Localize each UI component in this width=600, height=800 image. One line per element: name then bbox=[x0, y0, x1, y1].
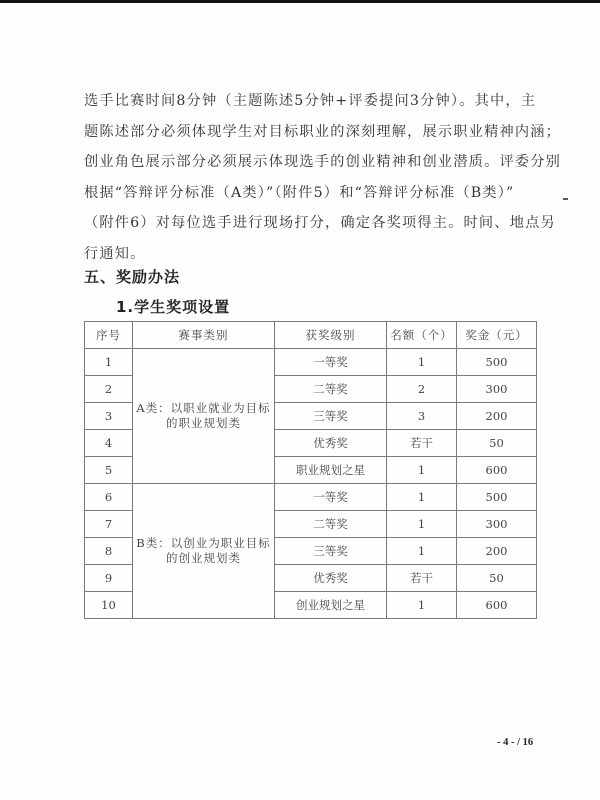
cell-prize: 300 bbox=[457, 376, 537, 403]
cell-quota: 若干 bbox=[387, 430, 457, 457]
cell-prize: 300 bbox=[457, 511, 537, 538]
paragraph-line: 创业角色展示部分必须展示体现选手的创业精神和创业潜质。评委分别 bbox=[84, 154, 562, 170]
header-level: 获奖级别 bbox=[275, 322, 387, 349]
cell-no: 2 bbox=[85, 376, 133, 403]
cell-prize: 50 bbox=[457, 565, 537, 592]
cell-no: 4 bbox=[85, 430, 133, 457]
cell-category-b: B类：以创业为职业目标的创业规划类 bbox=[133, 484, 275, 619]
cell-level: 创业规划之星 bbox=[275, 592, 387, 619]
cell-quota: 2 bbox=[387, 376, 457, 403]
paragraph-line: 选手比赛时间8分钟（主题陈述5分钟+评委提问3分钟）。其中，主 bbox=[84, 93, 537, 109]
cell-quota: 1 bbox=[387, 349, 457, 376]
cell-level: 一等奖 bbox=[275, 484, 387, 511]
cell-level: 二等奖 bbox=[275, 511, 387, 538]
table-header-row bbox=[85, 322, 537, 349]
awards-table bbox=[84, 321, 537, 619]
cell-no: 9 bbox=[85, 565, 133, 592]
body-paragraph bbox=[84, 86, 562, 269]
cell-level: 三等奖 bbox=[275, 403, 387, 430]
paragraph-line: （附件6）对每位选手进行现场打分，确定各奖项得主。时间、地点另 bbox=[84, 215, 556, 231]
cell-no: 8 bbox=[85, 538, 133, 565]
section-heading: 五、奖励办法 bbox=[84, 268, 181, 286]
cell-no: 3 bbox=[85, 403, 133, 430]
cell-no: 1 bbox=[85, 349, 133, 376]
paragraph-line: 行通知。 bbox=[84, 245, 146, 262]
cell-prize: 500 bbox=[457, 349, 537, 376]
cell-level: 职业规划之星 bbox=[275, 457, 387, 484]
cell-quota: 3 bbox=[387, 403, 457, 430]
cell-no: 5 bbox=[85, 457, 133, 484]
page-number: - 4 - / 16 bbox=[497, 737, 534, 748]
cell-level: 一等奖 bbox=[275, 349, 387, 376]
paragraph-line: 题陈述部分必须体现学生对目标职业的深刻理解，展示职业精神内涵； bbox=[84, 123, 562, 140]
header-category: 赛事类别 bbox=[133, 322, 275, 349]
cell-prize: 200 bbox=[457, 538, 537, 565]
cell-level: 二等奖 bbox=[275, 376, 387, 403]
cell-quota: 若干 bbox=[387, 565, 457, 592]
cell-level: 优秀奖 bbox=[275, 430, 387, 457]
cell-prize: 500 bbox=[457, 484, 537, 511]
cell-quota: 1 bbox=[387, 484, 457, 511]
cell-quota: 1 bbox=[387, 511, 457, 538]
cell-no: 7 bbox=[85, 511, 133, 538]
cell-category-a: A类：以职业就业为目标的职业规划类 bbox=[133, 349, 275, 484]
cell-no: 10 bbox=[85, 592, 133, 619]
scan-top-border bbox=[0, 0, 600, 3]
table-row bbox=[85, 349, 537, 376]
table-row bbox=[85, 484, 537, 511]
cell-no: 6 bbox=[85, 484, 133, 511]
cell-prize: 600 bbox=[457, 457, 537, 484]
paragraph-line: 根据“答辩评分标准（A类）”（附件5）和“答辩评分标准（B类）” bbox=[84, 184, 515, 201]
header-prize: 奖金（元） bbox=[457, 322, 537, 349]
subsection-heading: 1.学生奖项设置 bbox=[116, 298, 231, 316]
cell-prize: 50 bbox=[457, 430, 537, 457]
cell-quota: 1 bbox=[387, 538, 457, 565]
header-no: 序号 bbox=[85, 322, 133, 349]
cell-level: 三等奖 bbox=[275, 538, 387, 565]
scan-speck bbox=[563, 198, 568, 200]
cell-prize: 600 bbox=[457, 592, 537, 619]
header-quota: 名额（个） bbox=[387, 322, 457, 349]
cell-quota: 1 bbox=[387, 592, 457, 619]
cell-prize: 200 bbox=[457, 403, 537, 430]
cell-level: 优秀奖 bbox=[275, 565, 387, 592]
cell-quota: 1 bbox=[387, 457, 457, 484]
